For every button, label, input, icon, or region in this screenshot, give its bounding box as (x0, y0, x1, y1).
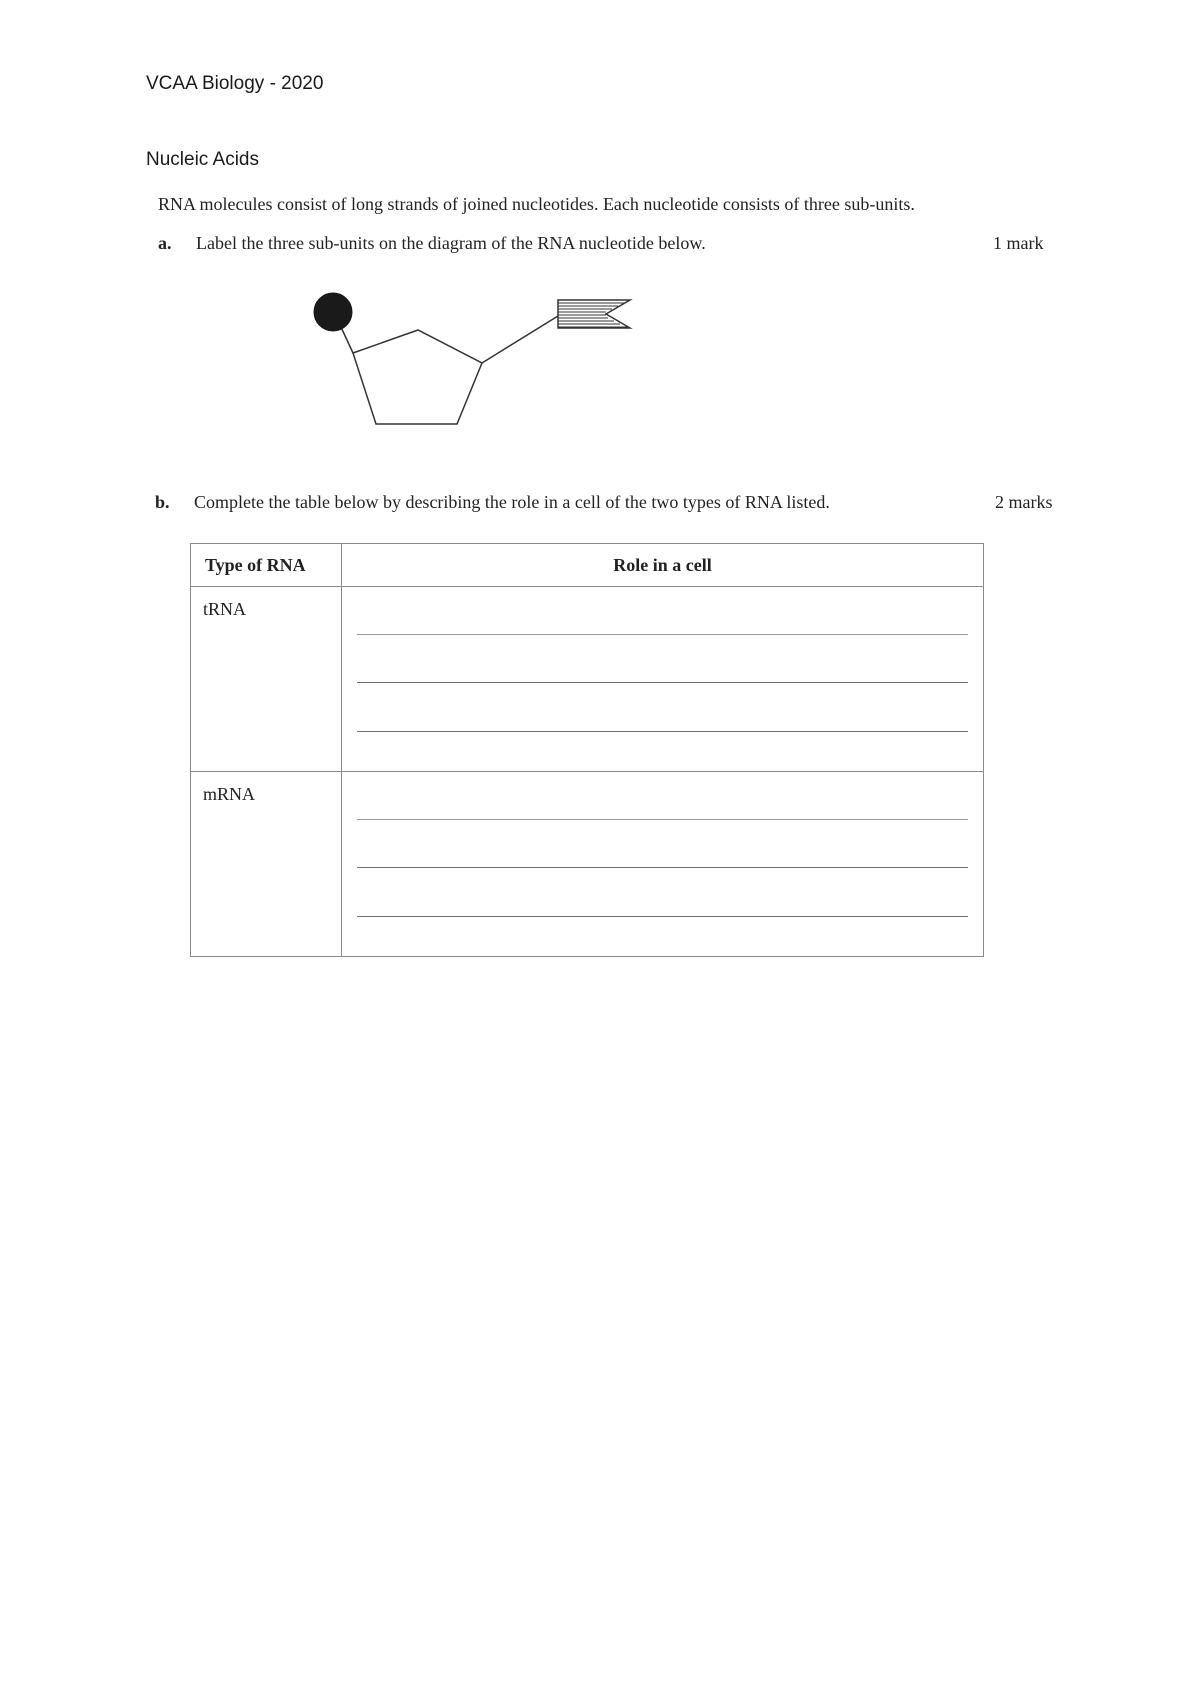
header-type-of-rna: Type of RNA (191, 544, 342, 587)
table-row-trna (191, 587, 984, 772)
question-intro: RNA molecules consist of long strands of joined nucleotides. Each nucleotide consists of three sub-units. (158, 194, 915, 214)
question-a-letter: a. (158, 233, 172, 253)
rna-type-label: tRNA (191, 587, 342, 772)
document-header: VCAA Biology - 2020 (146, 73, 324, 94)
nitrogenous-base-flag (558, 300, 630, 328)
answer-line[interactable] (357, 819, 968, 820)
answer-line[interactable] (357, 634, 968, 635)
trna-role-answer-area[interactable] (342, 587, 984, 772)
ribose-sugar-pentagon (353, 330, 482, 424)
question-b-text: Complete the table below by describing the role in a cell of the two types of RNA listed. (194, 492, 830, 512)
answer-line[interactable] (357, 682, 968, 683)
rna-type-label: mRNA (191, 772, 342, 957)
question-b-letter: b. (155, 492, 170, 512)
phosphate-group-circle (314, 293, 352, 331)
question-b (0, 492, 1200, 516)
sugar-base-bond (482, 316, 558, 363)
header-role-in-cell: Role in a cell (342, 544, 984, 587)
answer-line[interactable] (357, 731, 968, 732)
section-title: Nucleic Acids (146, 149, 259, 170)
question-a-marks: 1 mark (993, 233, 1044, 253)
table-header-row (191, 544, 984, 587)
question-a-text: Label the three sub-units on the diagram of the RNA nucleotide below. (196, 233, 706, 253)
nucleotide-structure (334, 312, 558, 424)
question-a (0, 233, 1200, 257)
mrna-role-answer-area[interactable] (342, 772, 984, 957)
rna-nucleotide-diagram (290, 280, 640, 440)
table-row-mrna (191, 772, 984, 957)
question-b-marks: 2 marks (995, 492, 1053, 512)
answer-line[interactable] (357, 916, 968, 917)
answer-line[interactable] (357, 867, 968, 868)
rna-role-table (190, 543, 984, 957)
